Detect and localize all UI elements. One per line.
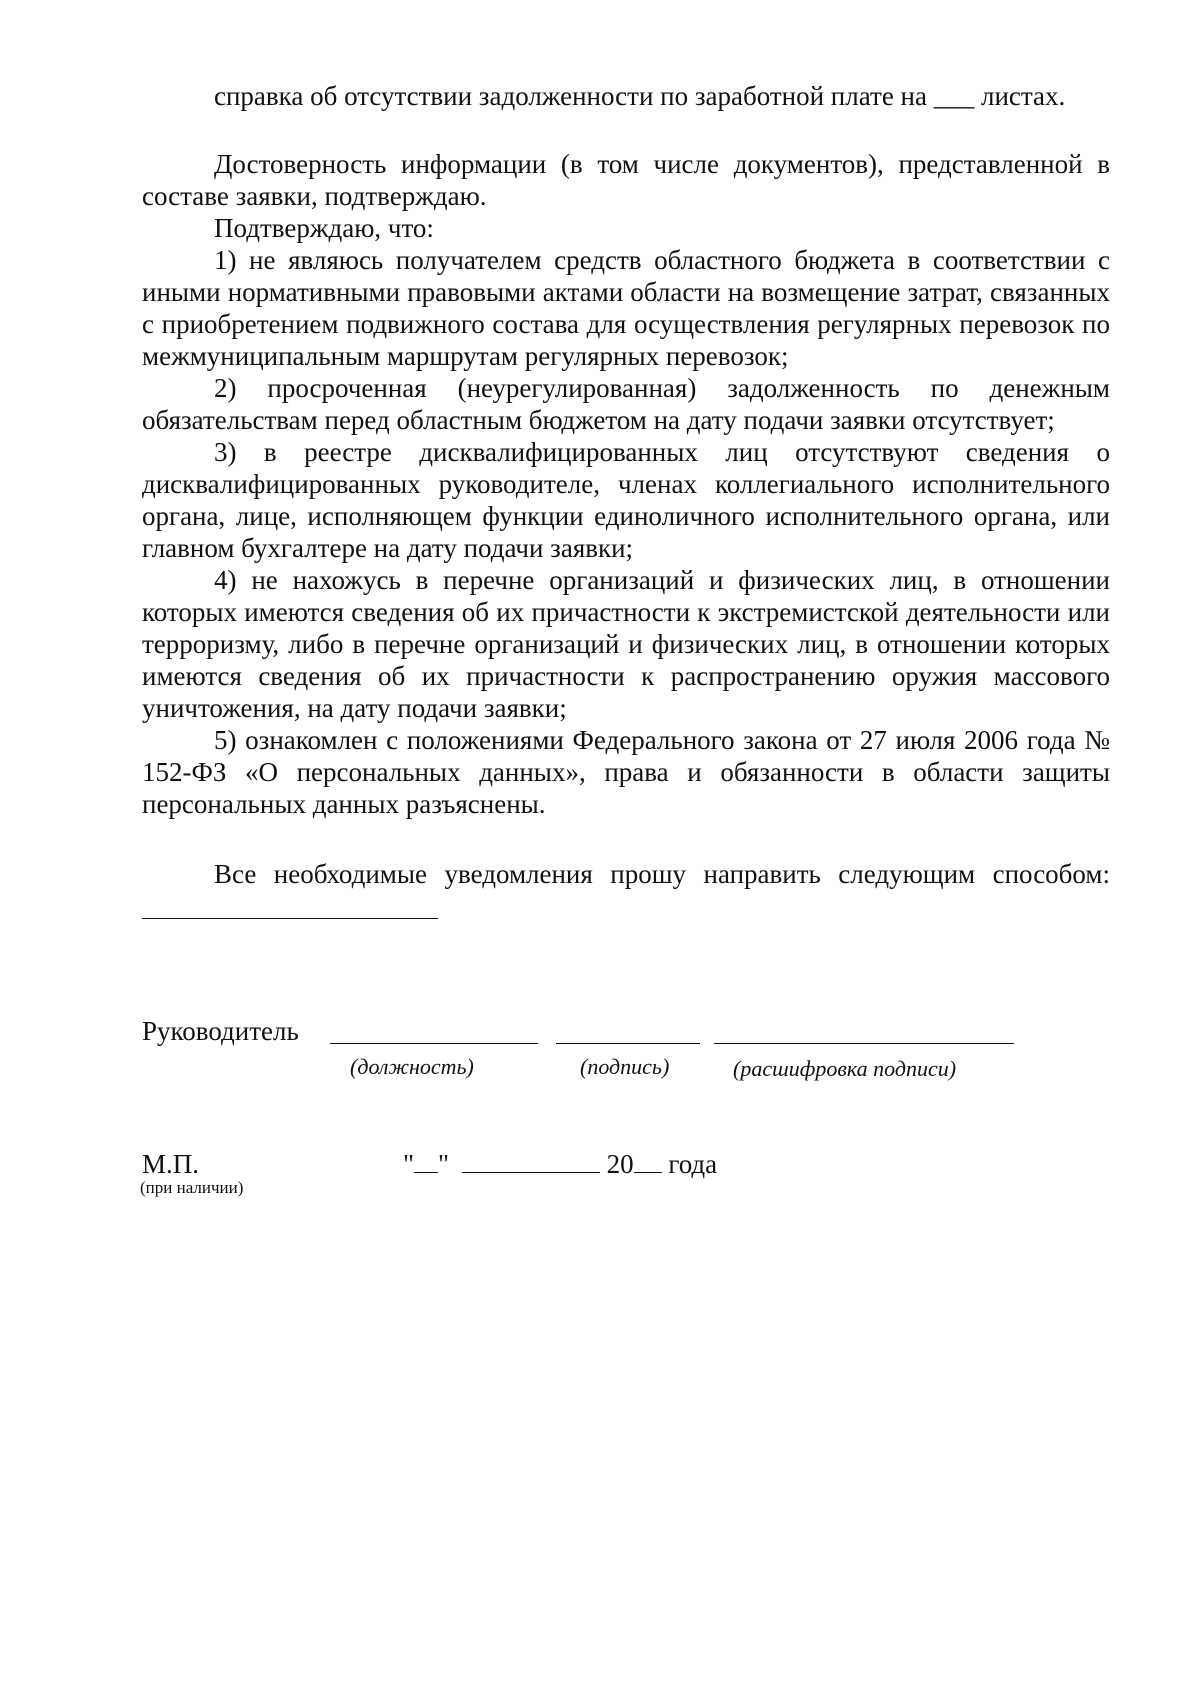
attachment-line-block [142, 80, 1110, 112]
list-item: 1) не являюсь получателем средств областного бюджета в соответствии с иными нормативными правовыми актами области на возмещение затрат, связанных с приобретением подвижного состава для осуществления регулярных перевозок по межмуниципальным маршрутам регулярных перевозок; [142, 245, 1110, 371]
decoding-caption: (расшифровка подписи) [733, 1056, 957, 1081]
stamp-label: М.П. [142, 1149, 200, 1179]
year-suffix: года [668, 1149, 718, 1179]
confirm-intro: Подтверждаю, что: [214, 213, 434, 243]
reliability-paragraph: Достоверность информации (в том числе документов), представленной в составе заявки, подтверждаю. [142, 149, 1110, 211]
decoding-blank [714, 1043, 1014, 1044]
month-blank [462, 1148, 600, 1173]
year-prefix: 20 [606, 1149, 634, 1179]
list-item: 2) просроченная (неурегулированная) задолженность по денежным обязательствам перед областным бюджетом на дату подачи заявки отсутствует; [142, 373, 1110, 435]
day-blank [414, 1148, 438, 1173]
notification-method-text: Все необходимые уведомления прошу направить следующим способом: [214, 859, 1110, 889]
list-item: 3) в реестре дисквалифицированных лиц отсутствуют сведения о дисквалифицированных руководителе, членах коллегиального исполнительного органа, лице, исполняющем функции единоличного исполнительного органа, или главном бухгалтере на дату подачи заявки; [142, 437, 1110, 563]
attachment-line: справка об отсутствии задолженности по заработной плате на ___ листах. [214, 81, 1066, 111]
position-blank [330, 1043, 538, 1044]
list-item: 4) не нахожусь в перечне организаций и физических лиц, в отношении которых имеются сведения об их причастности к экстремистской деятельности или терроризму, либо в перечне организаций и физических лиц, в отношении которых имеются сведения об их причастности к распространению оружия массового уничтожения, на дату подачи заявки; [142, 565, 1110, 723]
year-blank [634, 1148, 662, 1173]
position-caption: (должность) [350, 1054, 474, 1079]
declaration-block [142, 148, 1110, 820]
date-quote-close: " [438, 1149, 450, 1179]
date-quote-open: " [403, 1149, 415, 1179]
list-item: 5) ознакомлен с положениями Федерального закона от 27 июля 2006 года № 152-ФЗ «О персональных данных», права и обязанности в области защиты персональных данных разъяснены. [142, 725, 1110, 819]
signature-role-label: Руководитель [142, 1016, 299, 1046]
signature-caption: (подпись) [580, 1054, 670, 1079]
stamp-note: (при наличии) [140, 1178, 244, 1197]
notification-method-blank [142, 918, 438, 919]
date-field [403, 1148, 717, 1180]
signature-blank [556, 1043, 700, 1044]
